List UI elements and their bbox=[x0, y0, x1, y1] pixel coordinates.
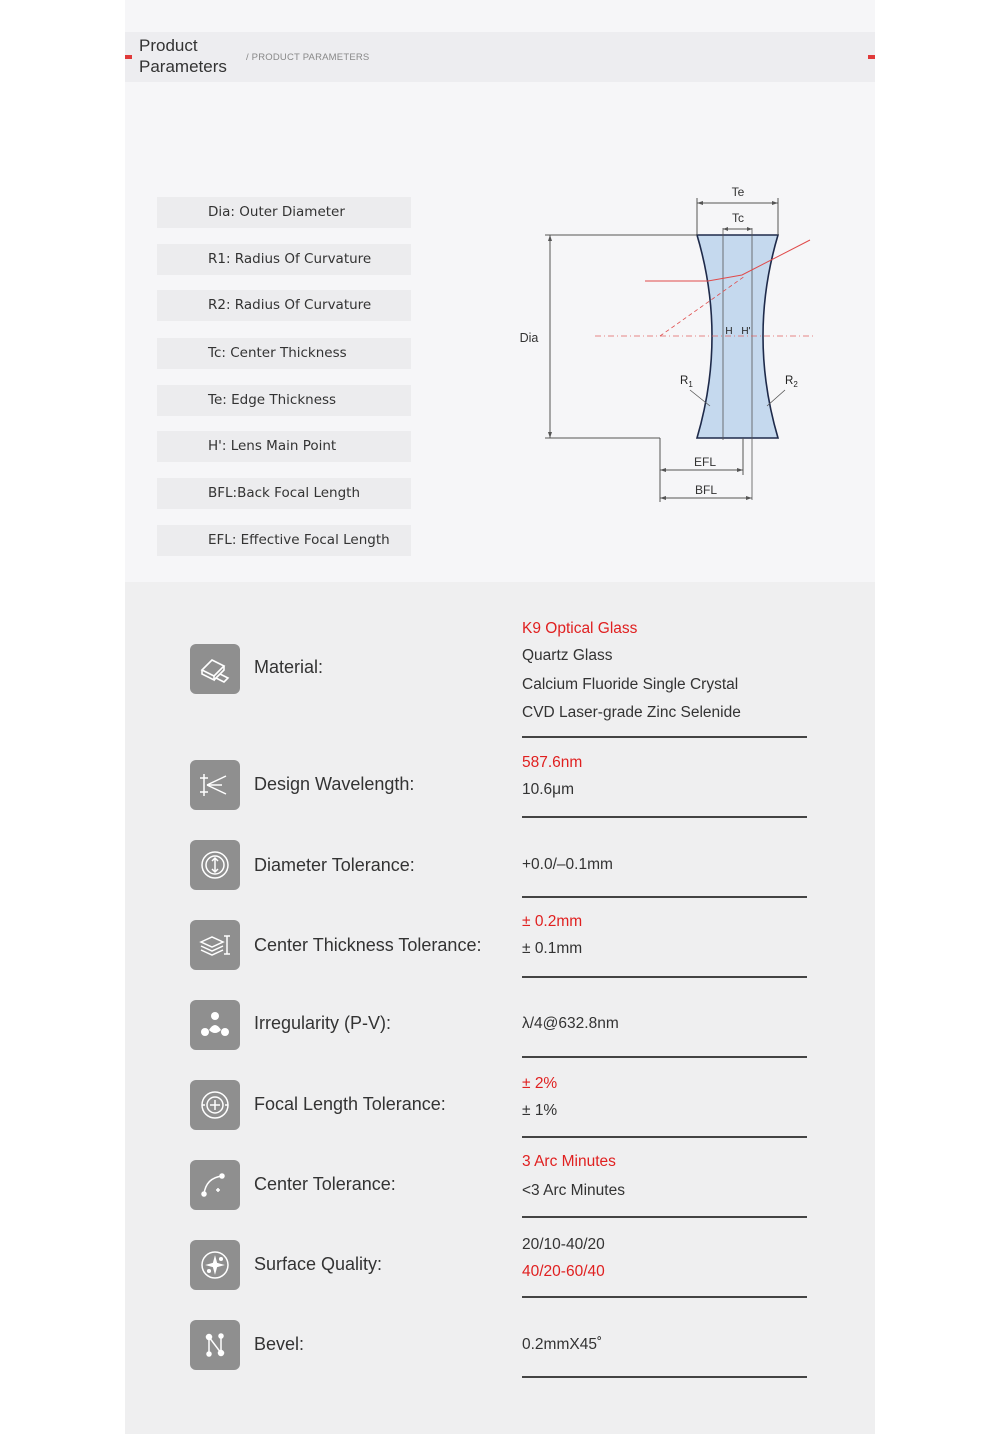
lens-body bbox=[697, 235, 778, 438]
tc-label: Tc bbox=[732, 211, 744, 225]
row-divider bbox=[522, 816, 807, 818]
spec-value: K9 Optical Glass bbox=[522, 620, 638, 637]
dia-label: Dia bbox=[519, 331, 539, 345]
definition-item: Tc: Center Thickness bbox=[157, 338, 411, 369]
spec-value: λ/4@632.8nm bbox=[522, 1015, 619, 1032]
surface-icon bbox=[190, 1240, 240, 1290]
bfl-label: BFL bbox=[694, 483, 718, 497]
diameter-icon bbox=[190, 840, 240, 890]
te-label: Te bbox=[731, 185, 745, 199]
spec-value: 40/20-60/40 bbox=[522, 1263, 605, 1280]
definition-item: H': Lens Main Point bbox=[157, 431, 411, 462]
spec-value: 587.6nm bbox=[522, 754, 583, 771]
material-icon bbox=[190, 644, 240, 694]
spec-label-wavelength: Design Wavelength: bbox=[254, 774, 415, 794]
definition-item: R2: Radius Of Curvature bbox=[157, 290, 411, 321]
spec-value: ± 0.2mm bbox=[522, 913, 583, 930]
spec-value: CVD Laser-grade Zinc Selenide bbox=[522, 704, 741, 721]
lens-diagram bbox=[500, 175, 830, 515]
definition-item: BFL:Back Focal Length bbox=[157, 478, 411, 509]
header-accent-right bbox=[868, 55, 875, 59]
row-divider bbox=[522, 736, 807, 738]
spec-label-focal: Focal Length Tolerance: bbox=[254, 1094, 446, 1114]
spec-value: ± 2% bbox=[522, 1075, 558, 1092]
spec-value: 20/10-40/20 bbox=[522, 1236, 605, 1253]
irregularity-icon bbox=[190, 1000, 240, 1050]
spec-value: 0.2mmX45˚ bbox=[522, 1336, 603, 1353]
spec-value: 3 Arc Minutes bbox=[522, 1153, 616, 1170]
h-prime-label: H' bbox=[741, 326, 751, 337]
h-label: H bbox=[725, 326, 733, 337]
spec-value: Quartz Glass bbox=[522, 647, 613, 664]
spec-label-bevel: Bevel: bbox=[254, 1334, 305, 1354]
spec-label-irregularity: Irregularity (P-V): bbox=[254, 1013, 392, 1033]
spec-value: 10.6μm bbox=[522, 781, 575, 798]
thickness-icon bbox=[190, 920, 240, 970]
spec-value: ± 0.1mm bbox=[522, 940, 583, 957]
spec-label-center: Center Tolerance: bbox=[254, 1174, 396, 1194]
center-icon bbox=[190, 1160, 240, 1210]
row-divider bbox=[522, 976, 807, 978]
header-accent-left bbox=[125, 55, 132, 59]
spec-value: <3 Arc Minutes bbox=[522, 1182, 625, 1199]
definition-item: Dia: Outer Diameter bbox=[157, 197, 411, 228]
section-title: Product Parameters bbox=[139, 36, 227, 76]
row-divider bbox=[522, 896, 807, 898]
r1-label: $R_1$ bbox=[680, 375, 693, 389]
spec-label-diameter: Diameter Tolerance: bbox=[254, 855, 415, 875]
spec-value: Calcium Fluoride Single Crystal bbox=[522, 676, 739, 693]
definition-item: Te: Edge Thickness bbox=[157, 385, 411, 416]
r2-label: $R_2$ bbox=[785, 375, 798, 389]
spec-value: ± 1% bbox=[522, 1102, 558, 1119]
section-subtitle: / PRODUCT PARAMETERS bbox=[246, 52, 370, 63]
focal-icon bbox=[190, 1080, 240, 1130]
definition-item: EFL: Effective Focal Length bbox=[157, 525, 411, 556]
row-divider bbox=[522, 1136, 807, 1138]
row-divider bbox=[522, 1056, 807, 1058]
spec-value: +0.0/–0.1mm bbox=[522, 856, 613, 873]
bevel-icon bbox=[190, 1320, 240, 1370]
spec-label-material: Material: bbox=[254, 657, 324, 677]
efl-label: EFL bbox=[693, 455, 717, 469]
spec-label-thickness: Center Thickness Tolerance: bbox=[254, 935, 482, 955]
row-divider bbox=[522, 1376, 807, 1378]
wavelength-icon bbox=[190, 760, 240, 810]
row-divider bbox=[522, 1296, 807, 1298]
definition-item: R1: Radius Of Curvature bbox=[157, 244, 411, 275]
spec-label-surface: Surface Quality: bbox=[254, 1254, 383, 1274]
row-divider bbox=[522, 1216, 807, 1218]
